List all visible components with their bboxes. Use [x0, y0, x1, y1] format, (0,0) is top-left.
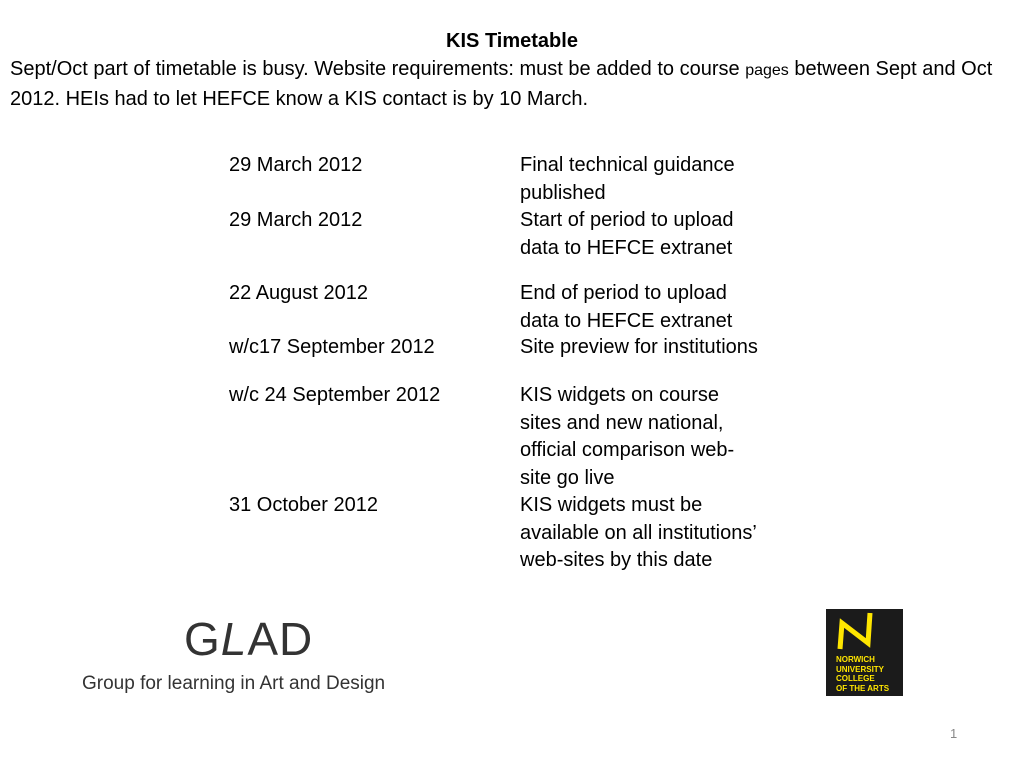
glad-wordmark	[184, 612, 313, 666]
timetable-date: w/c17 September 2012	[229, 336, 435, 358]
timetable-event: KIS widgets on course sites and new national, official comparison web- site go live	[520, 384, 735, 489]
glad-wordmark-l: L	[220, 613, 248, 665]
glad-logo	[82, 612, 442, 702]
timetable-event: KIS widgets must be available on all institutions’ web-sites by this date	[520, 494, 757, 571]
timetable-event: Final technical guidance published	[520, 154, 735, 204]
timetable-date: 29 March 2012	[229, 154, 363, 176]
timetable-date: 29 March 2012	[229, 209, 363, 231]
slide-title: KIS Timetable	[446, 30, 578, 52]
timetable-event: Start of period to upload data to HEFCE extranet	[520, 209, 734, 259]
nuca-logo	[826, 609, 903, 696]
intro-paragraph	[10, 55, 1015, 113]
timetable-event: Site preview for institutions	[520, 336, 758, 358]
glad-tagline: Group for learning in Art and Design	[82, 673, 386, 694]
timetable-event: End of period to upload data to HEFCE extranet	[520, 282, 733, 332]
intro-text-part1: Sept/Oct part of timetable is busy. Website requirements: must be added to course	[10, 58, 746, 80]
page-number: 1	[950, 726, 958, 741]
intro-text-small-word: pages	[745, 62, 789, 79]
glad-wordmark-ad: AD	[247, 613, 314, 665]
timetable-date: w/c 24 September 2012	[229, 384, 441, 406]
timetable-date: 31 October 2012	[229, 494, 378, 516]
glad-wordmark-g: G	[184, 613, 221, 665]
timetable-date: 22 August 2012	[229, 282, 369, 304]
nuca-logo-text: NORWICH UNIVERSITY COLLEGE OF THE ARTS	[836, 655, 890, 693]
intro-text-part2: between Sept and Oct 2012. HEIs had to let HEFCE know a KIS contact is by 10 March.	[10, 58, 993, 110]
